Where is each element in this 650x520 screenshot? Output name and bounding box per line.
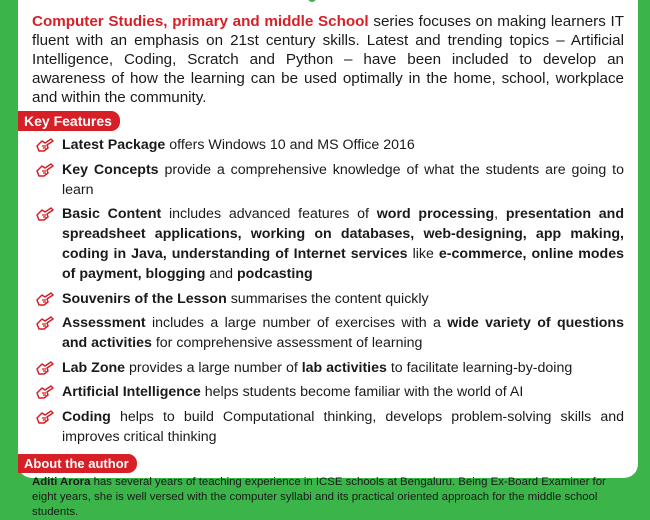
features-list xyxy=(32,135,624,447)
key-features-heading: Key Features xyxy=(18,111,120,131)
intro-text: series focuses on making learners IT fluent with an emphasis on 21st century skills. Latest and trending topics – Artificial Intelligence, Coding, Scratch and Python – have been included to develop an awareness of how the learning can be used optimally in the home, school, workplace and within the community. xyxy=(32,13,625,106)
about-author-heading: About the author xyxy=(18,454,137,473)
content-panel xyxy=(18,0,638,518)
pointing-hand-icon xyxy=(36,384,54,400)
feature-text: includes a large number of exercises with a xyxy=(145,315,448,331)
feature-item xyxy=(32,382,624,402)
feature-text: helps to build Computational thinking, develops problem-solving skills and improves critical thinking xyxy=(62,408,624,445)
feature-text: provides a large number of xyxy=(125,359,302,376)
pointing-hand-icon xyxy=(36,291,54,307)
feature-emphasis: Coding xyxy=(62,408,111,425)
feature-emphasis: Basic Content xyxy=(62,206,162,222)
feature-emphasis: e-commerce, online modes of payment, blogging xyxy=(62,246,625,282)
author-text: has several years of teaching experience in ICSE schools at Bengaluru. Being Ex-Board Examiner for eight years, she is well versed with the computer syllabi and its practical oriented approach for the middle school students. xyxy=(32,476,606,518)
feature-text: provide a comprehensive knowledge of what the students are going to learn xyxy=(62,161,624,198)
feature-text: helps students become familiar with the world of AI xyxy=(200,384,524,400)
author-paragraph xyxy=(32,475,624,520)
feature-text: like xyxy=(407,246,439,262)
pointing-hand-icon xyxy=(36,137,54,153)
feature-emphasis: presentation and spreadsheet applications, working on databases, web-designing, app making, coding in Java, understanding of Internet services xyxy=(62,206,624,262)
pointing-hand-icon xyxy=(36,162,54,178)
feature-item xyxy=(32,160,624,200)
feature-text: includes advanced features of xyxy=(161,206,377,222)
feature-text: and xyxy=(205,266,238,282)
feature-item xyxy=(32,135,624,155)
feature-emphasis: podcasting xyxy=(237,266,313,282)
feature-emphasis: lab activities xyxy=(301,359,387,376)
feature-text: summarises the content quickly xyxy=(226,290,429,307)
pointing-hand-icon xyxy=(36,409,54,425)
feature-item xyxy=(32,358,624,378)
feature-item xyxy=(32,204,624,284)
feature-emphasis: Key Concepts xyxy=(62,161,159,178)
feature-item xyxy=(32,289,624,309)
feature-emphasis: Latest Package xyxy=(62,137,166,153)
feature-item xyxy=(32,313,624,353)
author-name: Aditi Arora xyxy=(32,476,91,488)
feature-emphasis: Assessment xyxy=(62,315,146,331)
pointing-hand-icon xyxy=(36,360,54,376)
pointing-hand-icon xyxy=(36,206,54,222)
feature-emphasis: wide variety of questions and activities xyxy=(62,315,624,351)
feature-emphasis: Artificial Intelligence xyxy=(62,384,201,400)
feature-item xyxy=(32,407,624,447)
feature-text: for comprehensive assessment of learning xyxy=(151,335,423,351)
feature-text: offers Windows 10 and MS Office 2016 xyxy=(165,137,415,153)
series-title: Computer Studies, primary and middle School xyxy=(32,13,369,30)
feature-text: to facilitate learning-by-doing xyxy=(386,359,573,376)
feature-text: , xyxy=(494,206,506,222)
feature-emphasis: word processing xyxy=(376,206,495,222)
intro-paragraph xyxy=(32,12,624,107)
pointing-hand-icon xyxy=(36,315,54,331)
feature-emphasis: Souvenirs of the Lesson xyxy=(62,290,227,307)
feature-emphasis: Lab Zone xyxy=(62,359,126,376)
